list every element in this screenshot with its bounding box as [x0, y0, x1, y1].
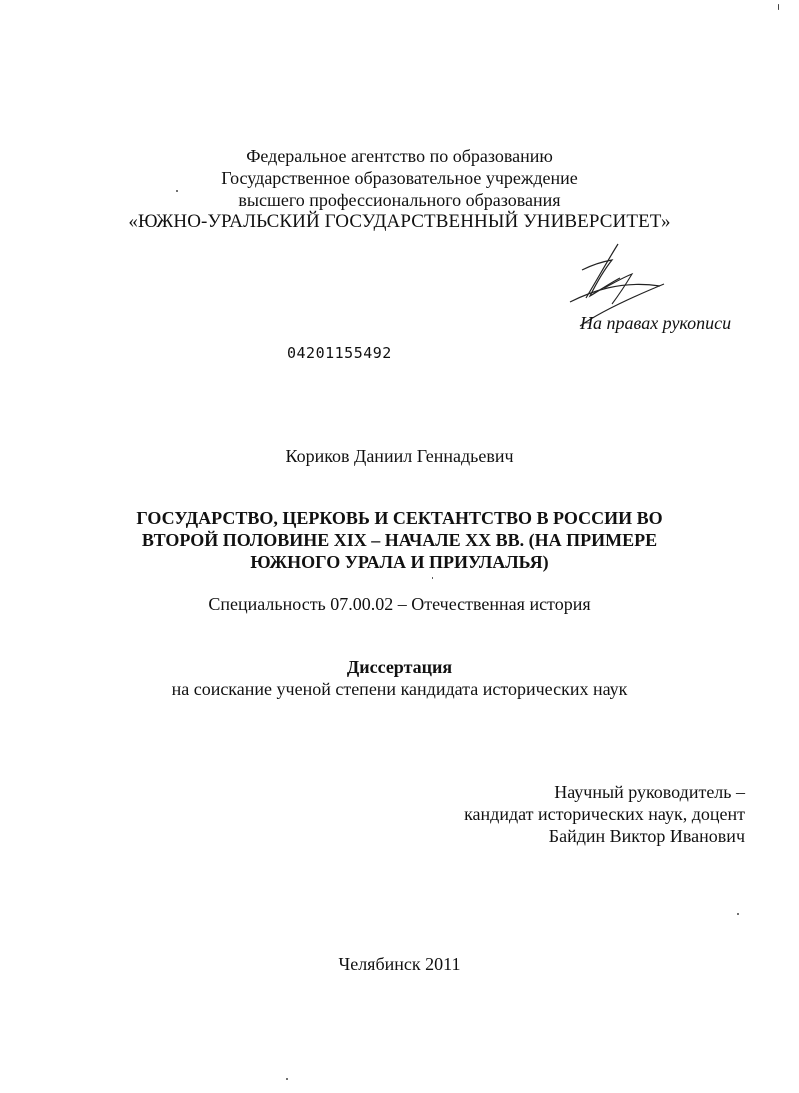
title-line-2: ВТОРОЙ ПОЛОВИНЕ XIX – НАЧАЛЕ XX ВВ. (НА ПРИМЕРЕ: [141, 530, 658, 550]
supervisor-name: Байдин Виктор Иванович: [548, 826, 745, 846]
dissertation-label: Диссертация: [346, 657, 453, 677]
author-name: Кориков Даниил Геннадьевич: [285, 446, 514, 466]
scan-speck: [778, 4, 779, 10]
scan-speck: [432, 577, 433, 579]
institution-header: [0, 145, 799, 233]
agency-line: Федеральное агентство по образованию: [246, 146, 553, 166]
supervisor-degree: кандидат исторических наук, доцент: [464, 804, 745, 824]
city-year: Челябинск 2011: [338, 954, 461, 974]
education-level-line: высшего профессионального образования: [238, 190, 561, 210]
title-line-1: ГОСУДАРСТВО, ЦЕРКОВЬ И СЕКТАНТСТВО В РОССИИ ВО: [136, 508, 663, 528]
specialty-line: Специальность 07.00.02 – Отечественная история: [208, 594, 591, 614]
university-name: «ЮЖНО-УРАЛЬСКИЙ ГОСУДАРСТВЕННЫЙ УНИВЕРСИТЕТ»: [128, 211, 671, 232]
supervisor-role: Научный руководитель –: [554, 782, 745, 802]
catalog-number: 04201155492: [287, 344, 392, 362]
dissertation-title: [0, 507, 799, 573]
degree-purpose-line: на соискание ученой степени кандидата исторических наук: [171, 679, 628, 699]
supervisor-block: [464, 781, 745, 847]
title-line-3: ЮЖНОГО УРАЛА И ПРИУЛАЛЬЯ): [250, 552, 549, 572]
scan-speck: [737, 913, 739, 915]
manuscript-rights-note: На правах рукописи: [580, 313, 732, 333]
scan-speck: [176, 190, 178, 192]
scan-speck: [286, 1078, 288, 1080]
institution-type-line: Государственное образовательное учреждение: [221, 168, 578, 188]
